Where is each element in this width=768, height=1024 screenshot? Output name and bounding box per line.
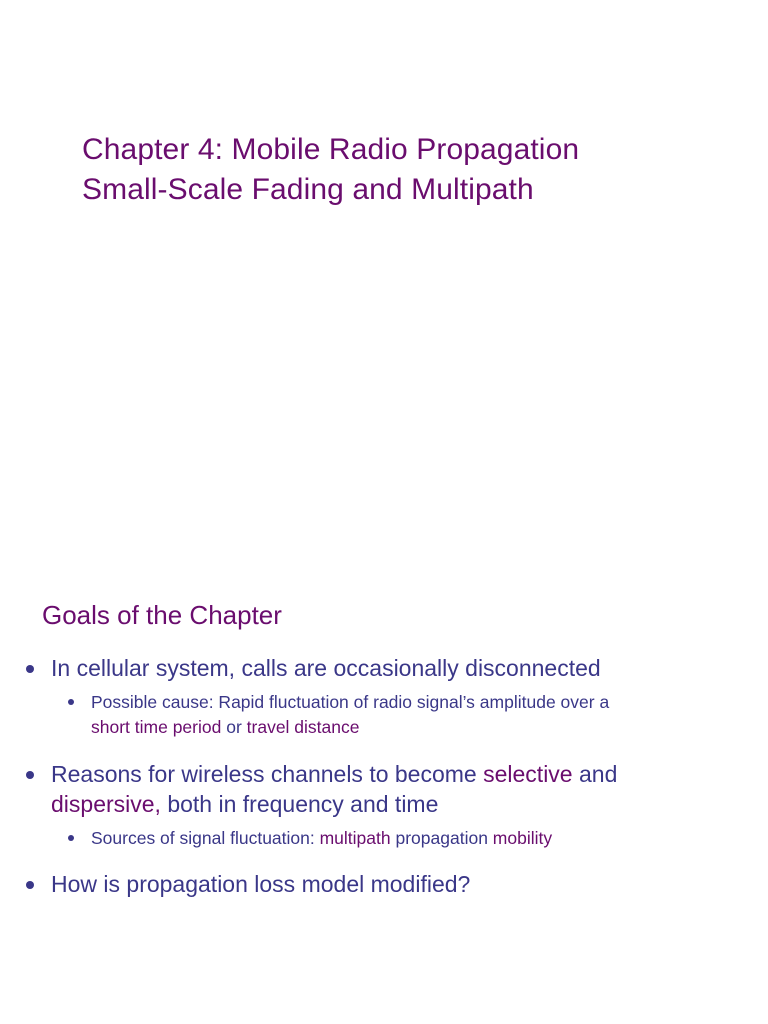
sub-bullet-text-c: propagation xyxy=(390,828,493,848)
sub-bullet-text-a: Sources of signal fluctuation: xyxy=(91,828,320,848)
bullet-text xyxy=(51,759,741,819)
bullet-dot-icon xyxy=(26,665,34,673)
slide-title xyxy=(82,130,742,210)
title-line-2: Small-Scale Fading and Multipath xyxy=(82,173,534,206)
bullet-dot-icon xyxy=(26,771,34,779)
highlight-dispersive: dispersive, xyxy=(51,791,161,817)
highlight-travel-distance: travel distance xyxy=(246,717,360,737)
bullet-text-a: Reasons for wireless channels to become xyxy=(51,761,484,787)
sub-bullet-text-a: Possible cause: Rapid fluctuation of radio signal’s amplitude over a xyxy=(91,692,610,712)
sub-bullet-dot-icon xyxy=(68,835,74,841)
highlight-selective: selective xyxy=(483,761,573,787)
title-line-1: Chapter 4: Mobile Radio Propagation xyxy=(82,133,580,166)
goals-heading: Goals of the Chapter xyxy=(42,600,282,630)
bullet-text-c: and xyxy=(572,761,618,787)
sub-bullet-text xyxy=(91,690,741,740)
sub-bullet-text xyxy=(91,826,741,851)
highlight-mobility: mobility xyxy=(492,828,553,848)
bullet-text: In cellular system, calls are occasionally disconnected xyxy=(51,655,601,681)
highlight-multipath: multipath xyxy=(319,828,391,848)
bullet-text: How is propagation loss model modified? xyxy=(51,871,471,897)
sub-bullet-dot-icon xyxy=(68,699,74,705)
bullet-text-e: both in frequency and time xyxy=(160,791,439,817)
sub-bullet-text-c: or xyxy=(221,717,247,737)
highlight-short-time-period: short time period xyxy=(91,717,222,737)
bullet-dot-icon xyxy=(26,881,34,889)
